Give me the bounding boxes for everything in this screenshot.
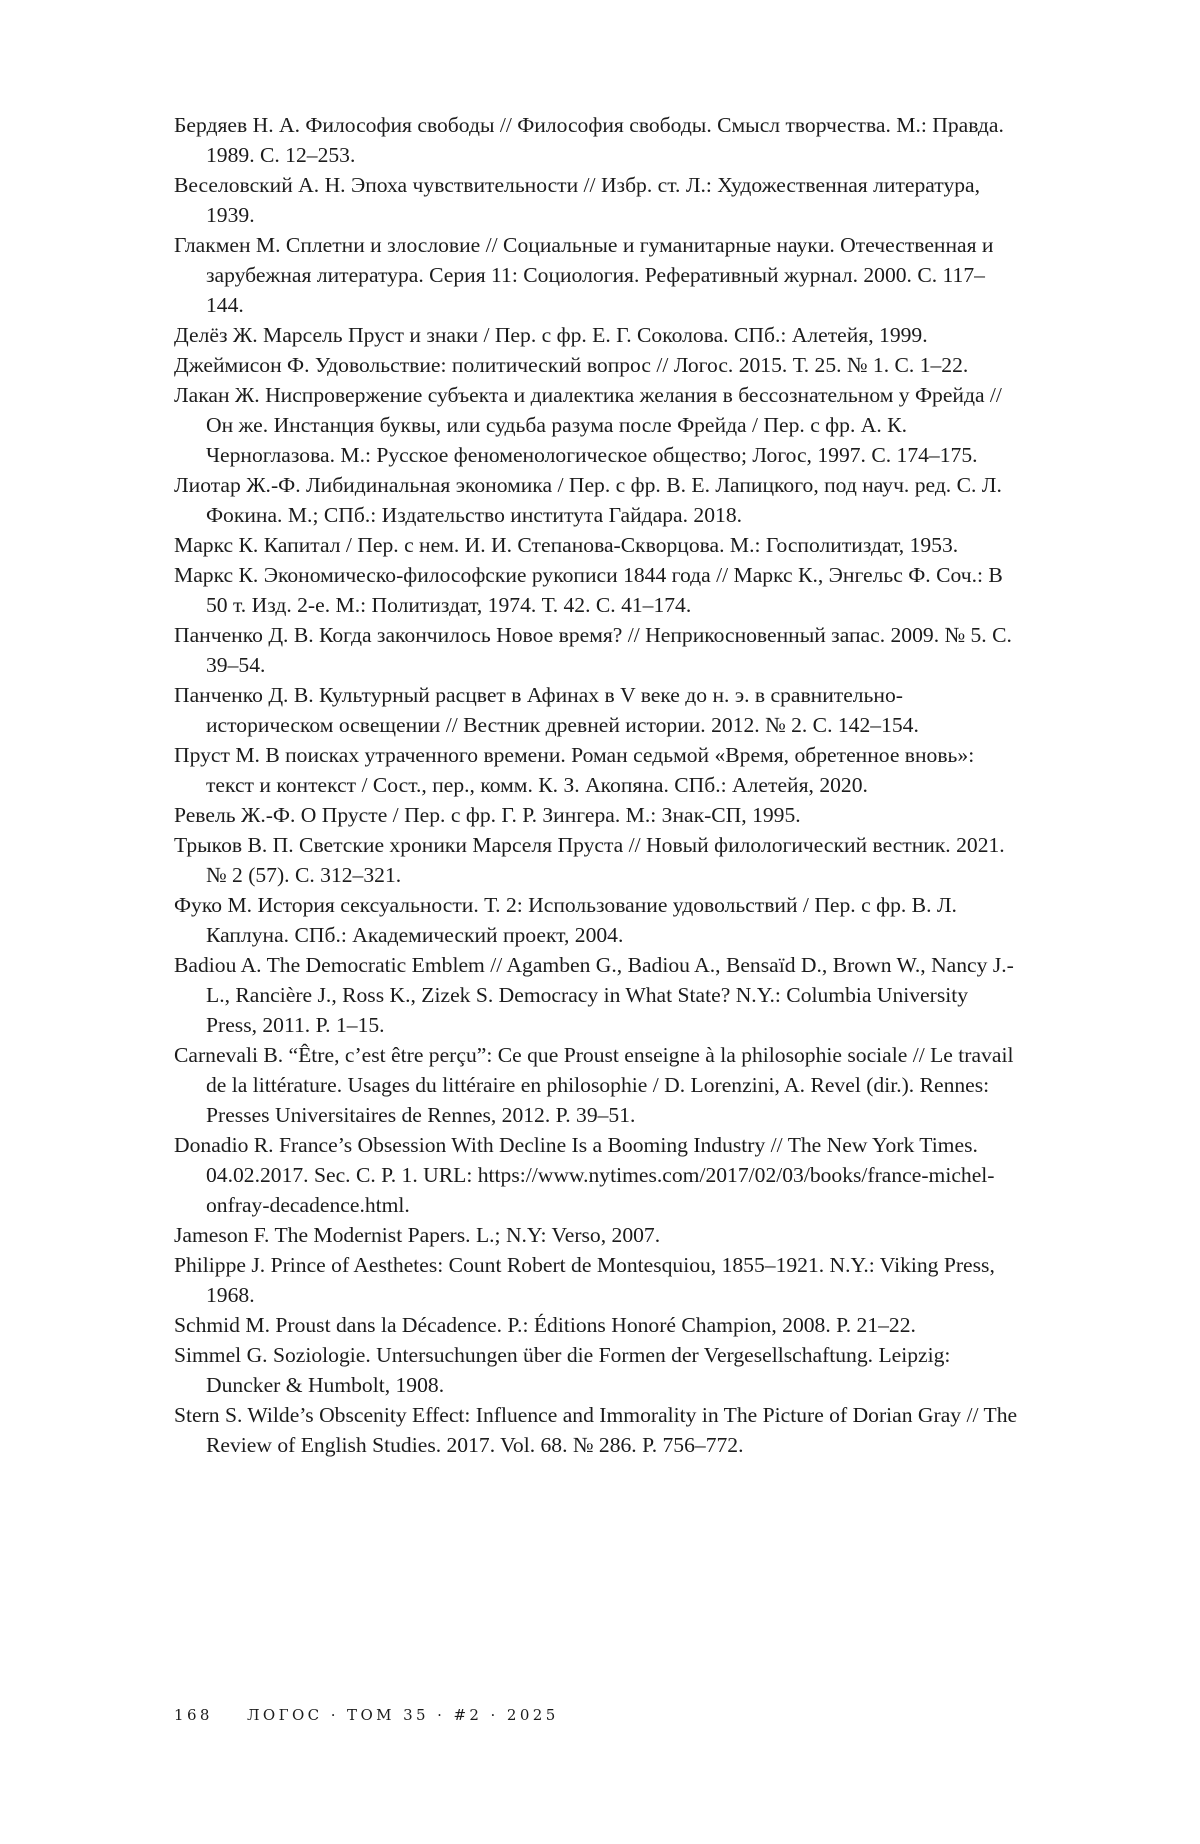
bibliography-entry: Фуко М. История сексуальности. Т. 2: Использование удовольствий / Пер. с фр. В. Л. Каплуна. СПб.: Академический проект, 2004. [174,893,957,947]
bibliography-list [174,110,1020,1460]
bibliography-entry: Веселовский А. Н. Эпоха чувствительности // Избр. ст. Л.: Художественная литература, 1939. [174,173,981,227]
bibliography-entry: Schmid M. Proust dans la Décadence. P.: Éditions Honoré Champion, 2008. P. 21–22. [174,1313,916,1337]
bibliography-entry: Джеймисон Ф. Удовольствие: политический вопрос // Логос. 2015. Т. 25. № 1. С. 1–22. [174,353,969,377]
running-title: ЛОГОС · ТОМ 35 · #2 · 2025 [247,1706,559,1724]
bibliography-entry: Трыков В. П. Светские хроники Марселя Пруста // Новый филологический вестник. 2021. № 2 (57). С. 312–321. [174,833,1005,887]
bibliography-entry: Лакан Ж. Ниспровержение субъекта и диалектика желания в бессознательном у Фрейда // Он же. Инстанция буквы, или судьба разума после Фрейда / Пер. с фр. А. К. Черноглазова. М.: Русское феноменологическое общество; Логос, 1997. С. 174–175. [174,383,1002,467]
bibliography-entry: Badiou A. The Democratic Emblem // Agamben G., Badiou A., Bensaïd D., Brown W., Nancy J.-L., Rancière J., Ross K., Zizek S. Democracy in What State? N.Y.: Columbia University Press, 2011. P. 1–15. [174,953,1014,1037]
bibliography-entry: Stern S. Wilde’s Obscenity Effect: Influence and Immorality in The Picture of Dorian Gray // The Review of English Studies. 2017. Vol. 68. № 286. P. 756–772. [174,1403,1018,1457]
page-footer [174,1706,559,1724]
bibliography-entry: Simmel G. Soziologie. Untersuchungen über die Formen der Vergesellschaftung. Leipzig: Duncker & Humbolt, 1908. [174,1343,951,1397]
bibliography-entry: Donadio R. France’s Obsession With Decline Is a Booming Industry // The New York Times. 04.02.2017. Sec. C. P. 1. URL: https://www.nytimes.com/2017/02/03/books/france-michel-onfray-decadence.html. [174,1133,995,1217]
bibliography-entry: Carnevali B. “Être, c’est être perçu”: Ce que Proust enseigne à la philosophie sociale // Le travail de la littérature. Usages du littéraire en philosophie / D. Lorenzini, A. Revel (dir.). Rennes: Presses Universitaires de Rennes, 2012. P. 39–51. [174,1043,1014,1127]
bibliography-entry: Панченко Д. В. Культурный расцвет в Афинах в V веке до н. э. в сравнительно-историческом освещении // Вестник древней истории. 2012. № 2. С. 142–154. [174,683,919,737]
bibliography-entry: Маркс К. Экономическо-философские рукописи 1844 года // Маркс К., Энгельс Ф. Соч.: В 50 т. Изд. 2-е. М.: Политиздат, 1974. Т. 42. С. 41–174. [174,563,1003,617]
bibliography-entry: Бердяев Н. А. Философия свободы // Философия свободы. Смысл творчества. М.: Правда. 1989. С. 12–253. [174,113,1004,167]
page-number: 168 [174,1706,213,1724]
bibliography-entry: Глакмен М. Сплетни и злословие // Социальные и гуманитарные науки. Отечественная и зарубежная литература. Серия 11: Социология. Реферативный журнал. 2000. С. 117–144. [174,233,994,317]
bibliography-entry: Jameson F. The Modernist Papers. L.; N.Y: Verso, 2007. [174,1223,661,1247]
bibliography-entry: Ревель Ж.-Ф. О Прусте / Пер. с фр. Г. Р. Зингера. М.: Знак-СП, 1995. [174,803,801,827]
bibliography-entry: Лиотар Ж.-Ф. Либидинальная экономика / Пер. с фр. В. Е. Лапицкого, под науч. ред. С. Л. Фокина. М.; СПб.: Издательство института Гайдара. 2018. [174,473,1002,527]
bibliography-entry: Philippe J. Prince of Aesthetes: Count Robert de Montesquiou, 1855–1921. N.Y.: Viking Press, 1968. [174,1253,995,1307]
bibliography-entry: Пруст М. В поисках утраченного времени. Роман седьмой «Время, обретенное вновь»: текст и контекст / Сост., пер., комм. К. З. Акопяна. СПб.: Алетейя, 2020. [174,743,975,797]
bibliography-entry: Панченко Д. В. Когда закончилось Новое время? // Неприкосновенный запас. 2009. № 5. С. 39–54. [174,623,1012,677]
bibliography-entry: Маркс К. Капитал / Пер. с нем. И. И. Степанова-Скворцова. М.: Госполитиздат, 1953. [174,533,959,557]
bibliography-entry: Делёз Ж. Марсель Пруст и знаки / Пер. с фр. Е. Г. Соколова. СПб.: Алетейя, 1999. [174,323,928,347]
